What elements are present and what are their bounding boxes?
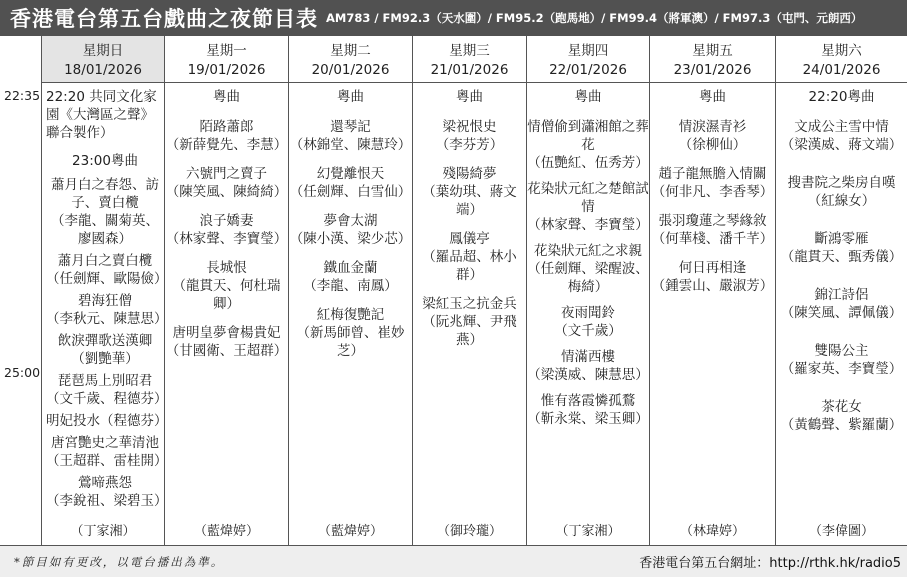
day-date: 24/01/2026 (802, 62, 881, 78)
program-item (289, 259, 412, 295)
program-item (527, 242, 649, 296)
program-cast: （李龍、關菊英、廖國森） (51, 213, 159, 247)
program-item (165, 212, 288, 248)
program-title: 文成公主雪中情 (794, 119, 889, 135)
program-item (165, 259, 288, 313)
day-date: 18/01/2026 (64, 62, 142, 78)
program-title: 情滿西樓 (561, 349, 615, 365)
program-cast: （陳小漢、梁少芯） (289, 231, 412, 247)
time-column (0, 36, 42, 545)
program-item (46, 252, 168, 288)
program-list (42, 88, 168, 514)
program-title: 蕭月白之賣白欖 (57, 253, 153, 269)
program-title: 茶花女 (821, 399, 862, 415)
program-title: 梁紅玉之抗金兵 (422, 296, 517, 312)
day-header (42, 36, 164, 83)
program-cast: （文千歲） (554, 323, 622, 339)
program-cast: （龍貫天、甄秀儀） (780, 249, 903, 265)
program-item (46, 372, 168, 408)
program-cast: （李龍、南鳳） (303, 278, 398, 294)
genre-label: 粵曲 (456, 89, 483, 105)
schedule-grid (0, 36, 907, 545)
day-header (165, 36, 288, 83)
program-item (527, 392, 649, 428)
title-bar (0, 0, 907, 36)
host-name: （藍煒婷） (317, 524, 383, 539)
program-title: 蕭月白之春怨、訪子、賣白欖 (51, 177, 159, 211)
frequency-list: AM783 / FM92.3（天水圍）/ FM95.2（跑馬地）/ FM99.4（將軍澳）/ FM97.3（屯門、元朗西） (326, 11, 863, 25)
program-title: 唐宮艷史之華清池 (51, 435, 159, 451)
program-item (46, 474, 168, 510)
program-cast: （文千歲、程德芬） (46, 391, 168, 407)
program-title: 紅梅復艷記 (316, 307, 385, 323)
program-item (776, 230, 907, 266)
program-item (776, 398, 907, 434)
program-cast: （李銳祖、梁碧玉） (46, 493, 168, 509)
program-cast: （羅品超、林小群） (422, 249, 517, 283)
program-cast: （伍艷紅、伍秀芳） (527, 155, 649, 171)
program-cast: （鍾雲山、嚴淑芳） (651, 278, 774, 294)
program-cast: （紅線女） (807, 193, 876, 209)
program-list (289, 88, 412, 371)
program-item (165, 118, 288, 154)
day-header (527, 36, 649, 83)
day-column-saturday (776, 36, 907, 545)
program-title: 陌路蕭郎 (199, 119, 254, 135)
day-name: 星期三 (449, 43, 490, 59)
day-date: 20/01/2026 (311, 62, 390, 78)
program-item (650, 259, 775, 295)
program-item (46, 332, 164, 368)
program-list (527, 88, 649, 436)
program-title: 殘陽綺夢 (442, 166, 497, 182)
time-label: 25:00 (4, 365, 41, 380)
day-column-monday (165, 36, 289, 545)
day-header (413, 36, 526, 83)
program-title: 鶯啼燕怨 (78, 475, 132, 491)
program-title: 花染狀元紅之求親 (534, 243, 642, 259)
program-title: 情淚濕青衫 (678, 119, 747, 135)
program-title: 還琴記 (330, 119, 371, 135)
program-cast: （阮兆輝、尹飛燕） (422, 314, 517, 348)
program-cast: （徐柳仙） (678, 137, 747, 153)
genre-label: 粵曲 (699, 89, 726, 105)
program-item (776, 174, 907, 210)
program-item (527, 348, 649, 384)
day-name: 星期四 (567, 43, 609, 59)
genre-label: 22:20粵曲 (808, 89, 875, 105)
day-header (289, 36, 412, 83)
program-title: 碧海狂僧 (78, 293, 132, 309)
program-cast: （新馬師曾、崔妙芝） (296, 325, 405, 359)
program-cast: （梁漢威、陳慧思） (527, 367, 649, 383)
program-item (650, 212, 775, 248)
program-item (46, 292, 168, 328)
program-title: 飲淚彈歌送漢卿 (57, 333, 153, 349)
day-date: 21/01/2026 (430, 62, 509, 78)
program-cast: （靳永棠、梁玉卿） (527, 411, 649, 427)
program-cast: （任劍輝、歐陽儉） (46, 271, 168, 287)
program-title: 惟有落霞憐孤鶩 (540, 393, 636, 409)
website-link: 香港電台第五台網址：http://rthk.hk/radio5 (639, 556, 901, 571)
disclaimer-note: *節目如有更改，以電台播出為準。 (14, 555, 225, 569)
program-title: 六號門之賣子 (186, 166, 267, 182)
program-item (165, 165, 288, 201)
program-list (650, 88, 775, 306)
program-item (527, 118, 649, 172)
program-item (413, 118, 526, 154)
program-cast: （劉艷華） (71, 351, 139, 367)
program-item (46, 412, 168, 430)
program-title: 琵琶馬上別昭君 (57, 373, 153, 389)
day-date: 22/01/2026 (549, 62, 627, 78)
program-title: 斷鴻零雁 (814, 231, 869, 247)
program-cast: （林家聲、李寶瑩） (165, 231, 288, 247)
program-title: 長城恨 (206, 260, 247, 276)
time-label: 22:35 (4, 88, 41, 103)
program-cast: （黃鶴聲、紫羅蘭） (780, 417, 903, 433)
day-name: 星期一 (206, 43, 247, 59)
program-list (413, 88, 526, 360)
program-title: 雙陽公主 (814, 343, 869, 359)
program-title: 張羽瓊蓮之琴緣敘 (658, 213, 767, 229)
program-title: 錦江詩侶 (814, 287, 869, 303)
program-cast: （李秋元、陳慧思） (46, 311, 168, 327)
program-item (527, 180, 649, 234)
program-item (650, 165, 775, 201)
program-item (165, 324, 288, 360)
program-cast: （王超群、雷桂開） (46, 453, 168, 469)
day-column-sunday (42, 36, 168, 545)
program-title: 趙子龍無膽入情關 (658, 166, 767, 182)
program-title: 幻覺離恨天 (316, 166, 385, 182)
page-title: 香港電台第五台戲曲之夜節目表 (10, 7, 318, 31)
program-cast: （李芬芳） (435, 137, 504, 153)
program-title: 唐明皇夢會楊貴妃 (172, 325, 281, 341)
program-item (289, 306, 412, 360)
day-column-friday (650, 36, 776, 545)
host-name: （李偉圖） (808, 524, 874, 539)
program-cast: （新薛覺先、李慧） (165, 137, 288, 153)
day-date: 19/01/2026 (187, 62, 266, 78)
program-item (650, 118, 775, 154)
program-cast: （羅家英、李寶瑩） (780, 361, 903, 377)
program-title: 夢會太湖 (323, 213, 378, 229)
day-column-thursday (527, 36, 650, 545)
program-list (165, 88, 288, 371)
program-item (46, 176, 164, 248)
program-item (413, 230, 526, 284)
program-cast: （甘國衛、王超群） (165, 343, 288, 359)
program-item (46, 434, 168, 470)
program-cast: （任劍輝、梁醒波、梅綺） (527, 261, 649, 295)
program-title: 梁祝恨史 (442, 119, 497, 135)
program-item (289, 212, 412, 248)
host-name: （丁家湘） (555, 524, 621, 539)
day-column-wednesday (413, 36, 527, 545)
program-item (776, 286, 907, 322)
program-item (776, 342, 907, 378)
program-item (527, 304, 649, 340)
program-title: 明妃投水（程德芬） (46, 413, 168, 429)
program-list (776, 88, 907, 454)
program-cast: （陳笑風、譚佩儀） (780, 305, 903, 321)
program-item (413, 295, 526, 349)
program-item (289, 165, 412, 201)
day-date: 23/01/2026 (673, 62, 752, 78)
program-title: 花染狀元紅之楚館試情 (527, 181, 649, 215)
program-item (289, 118, 412, 154)
program-cast: （任劍輝、白雪仙） (289, 184, 412, 200)
program-item (413, 165, 526, 219)
program-title: 夜雨聞鈴 (561, 305, 615, 321)
program-cast: （何華棧、潘千芊） (651, 231, 774, 247)
day-name: 星期日 (82, 43, 124, 59)
opening-program: 22:20 共同文化家園《大灣區之聲》聯合製作） (46, 89, 157, 141)
footer (0, 545, 907, 577)
program-title: 搜書院之柴房自嘆 (787, 175, 896, 191)
genre-label: 粵曲 (574, 89, 602, 105)
day-column-tuesday (289, 36, 413, 545)
program-cast: （梁漢威、蔣文端） (780, 137, 903, 153)
program-title: 鐵血金蘭 (323, 260, 378, 276)
program-cast: （陳笑風、陳綺綺） (165, 184, 288, 200)
day-header (776, 36, 907, 83)
day-name: 星期二 (330, 43, 371, 59)
host-name: （丁家湘） (70, 524, 136, 539)
program-cast: （林家聲、李寶瑩） (527, 217, 649, 233)
program-cast: （何非凡、李香琴） (651, 184, 774, 200)
program-title: 何日再相逢 (678, 260, 747, 276)
program-cast: （林錦堂、陳慧玲） (289, 137, 412, 153)
program-title: 浪子嬌妻 (199, 213, 254, 229)
program-item (776, 118, 907, 154)
program-title: 鳳儀亭 (449, 231, 490, 247)
day-name: 星期五 (692, 43, 733, 59)
genre-label: 粵曲 (337, 89, 364, 105)
program-cast: （龍貫天、何杜瑞卿） (172, 278, 281, 312)
program-cast: （葉幼琪、蔣文端） (422, 184, 517, 218)
day-header (650, 36, 775, 83)
program-title: 情僧偷到瀟湘館之葬花 (527, 119, 649, 153)
day-name: 星期六 (821, 43, 862, 59)
host-name: （林瑋婷） (679, 524, 745, 539)
genre-label: 粵曲 (213, 89, 240, 105)
genre-label: 23:00粵曲 (72, 153, 138, 169)
host-name: （藍煒婷） (193, 524, 259, 539)
host-name: （御玲瓏） (436, 524, 502, 539)
